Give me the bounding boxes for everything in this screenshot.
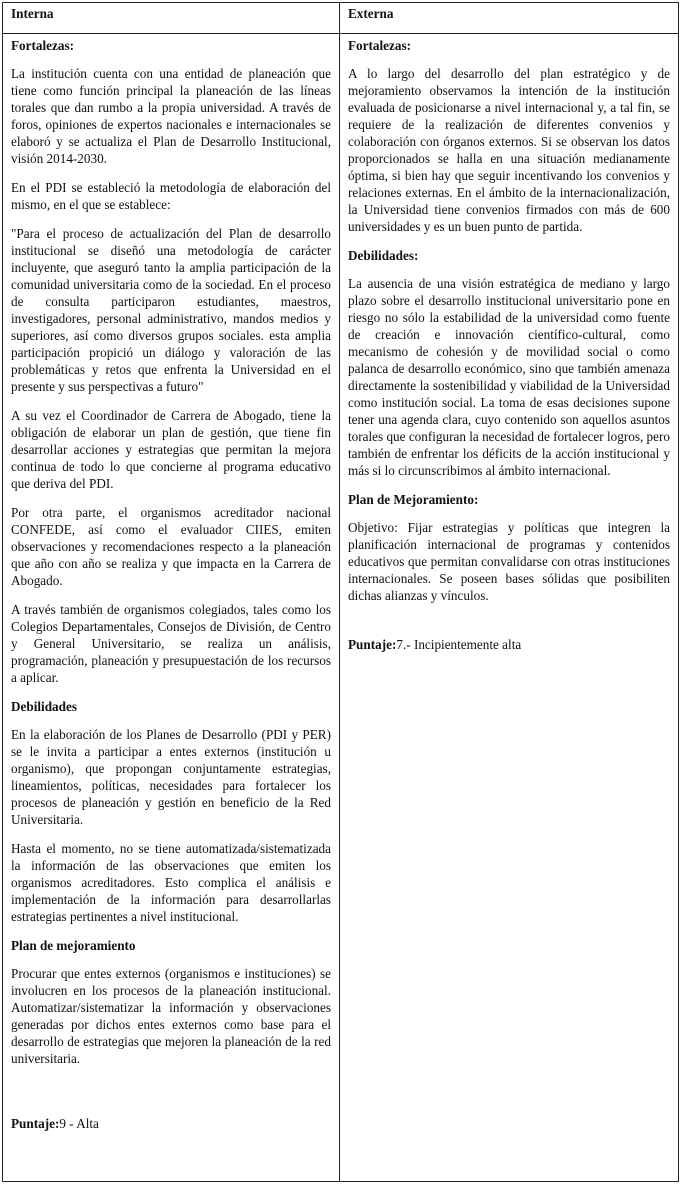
paragraph: Procurar que entes externos (organismos e instituciones) se involucren en los procesos de la planeación institucional. Automatizar/sistematizar la información y observaciones generadas por dichos entes externos como base para el desarrollo de estrategias que mejoren la planeación de la red universitaria. (11, 966, 331, 1066)
paragraph: La institución cuenta con una entidad de planeación que tiene como función principal la planeación de las líneas torales que dan rumbo a la propia universidad. A través de foros, opiniones de expertos nacionales e internacionales se elaboró y se actualiza el Plan de Desarrollo Institucional, visión 2014-2030. (11, 66, 331, 166)
paragraph: Por otra parte, el organismos acreditador nacional CONFEDE, así como el evaluador CIIES, emiten observaciones y recomendaciones respecto a la planeación que año con año se realiza y que impacta en la Carrera de Abogado. (11, 505, 331, 588)
external-strengths-title: Fortalezas: (348, 38, 411, 53)
evaluation-table (2, 2, 679, 1182)
internal-strengths-title: Fortalezas: (11, 38, 74, 53)
external-score (348, 636, 670, 653)
paragraph: A su vez el Coordinador de Carrera de Abogado, tiene la obligación de elaborar un plan de gestión, que tiene fin desarrollar acciones y estrategias que permitan la mejora continua de todo lo que concierne al programa educativo que deriva del PDI. (11, 408, 331, 491)
paragraph: Objetivo: Fijar estrategias y políticas que integren la planificación internacional de programas y contenidos educativos que permitan convalidarse con otras instituciones internacionales. Se poseen bases sólidas que posibiliten dichas alianzas y vínculos. (348, 520, 670, 603)
internal-plan-title: Plan de mejoramiento (11, 938, 136, 953)
internal-weaknesses-title: Debilidades (11, 699, 77, 714)
paragraph: Hasta el momento, no se tiene automatizada/sistematizada la información de las observaciones que emiten los organismos acreditadores. Esto complica el análisis e implementación de la información para desarrollarlas estrategias pertinentes a nivel institucional. (11, 841, 331, 924)
score-value: 7.- Incipientemente alta (396, 637, 522, 652)
header-internal: Interna (3, 3, 340, 34)
score-label: Puntaje: (11, 1116, 60, 1131)
paragraph: En la elaboración de los Planes de Desarrollo (PDI y PER) se le invita a participar a entes externos (institución u organismo), que propongan conjuntamente estrategias, lineamientos, políticas, necesidades para fortalecer los procesos de planeación y gestión en beneficio de la Red Universitaria. (11, 727, 331, 827)
paragraph: A través también de organismos colegiados, tales como los Colegios Departamentales, Consejos de División, de Centro y General Universitario, se realiza un análisis, programación, planeación y presupuestación de los recursos a aplicar. (11, 602, 331, 685)
quote-paragraph: "Para el proceso de actualización del Plan de desarrollo institucional se diseñó una metodología de carácter incluyente, que aseguró tanto la amplia participación de la comunidad universitaria como de la sociedad. En el proceso de consulta participaron estudiantes, maestros, investigadores, personal administrativo, mandos medios y superiores, así como diversos grupos sociales. esta amplia participación propició un diálogo y valoración de las problemáticas y retos que enfrenta la Universidad en el presente y sus perspectivas a futuro" (11, 226, 331, 394)
internal-cell (3, 34, 340, 1182)
internal-score (11, 1115, 331, 1132)
score-value: 9 - Alta (59, 1116, 99, 1131)
paragraph: La ausencia de una visión estratégica de mediano y largo plazo sobre el desarrollo institucional universitario pone en riesgo no sólo la estabilidad de la universidad como fuente de creación e innovación científico-cultural, como mecanismo de cohesión y de movilidad social o como palanca de desarrollo económico, sino que también amenaza directamente la sostenibilidad y viabilidad de la Universidad como institución social. La toma de esas decisiones supone tener una agenda clara, cuyo contenido son aquellos asuntos torales que configuran la necesidad de fortalecer logros, pero también de enfrentar los déficits de la acción institucional y más si lo circunscribimos al ámbito internacional. (348, 276, 670, 478)
paragraph: En el PDI se estableció la metodología de elaboración del mismo, en el que se establece: (11, 180, 331, 212)
score-label: Puntaje: (348, 637, 397, 652)
external-plan-title: Plan de Mejoramiento: (348, 492, 479, 507)
external-weaknesses-title: Debilidades: (348, 248, 419, 263)
paragraph: A lo largo del desarrollo del plan estratégico y de mejoramiento observamos la intención de la institución evaluada de posicionarse a nivel internacional y, a tal fin, se requiere de la realización de diferentes convenios y colaboración con órganos externos. Si se observan los datos proporcionados se halla en una situación medianamente óptima, si bien hay que seguir incentivando los convenios y relaciones externas. En el ámbito de la internacionalización, la Universidad tiene convenios firmados con más de 600 universidades y es un buen punto de partida. (348, 66, 670, 234)
header-external: Externa (340, 3, 679, 34)
external-cell (340, 34, 679, 1182)
